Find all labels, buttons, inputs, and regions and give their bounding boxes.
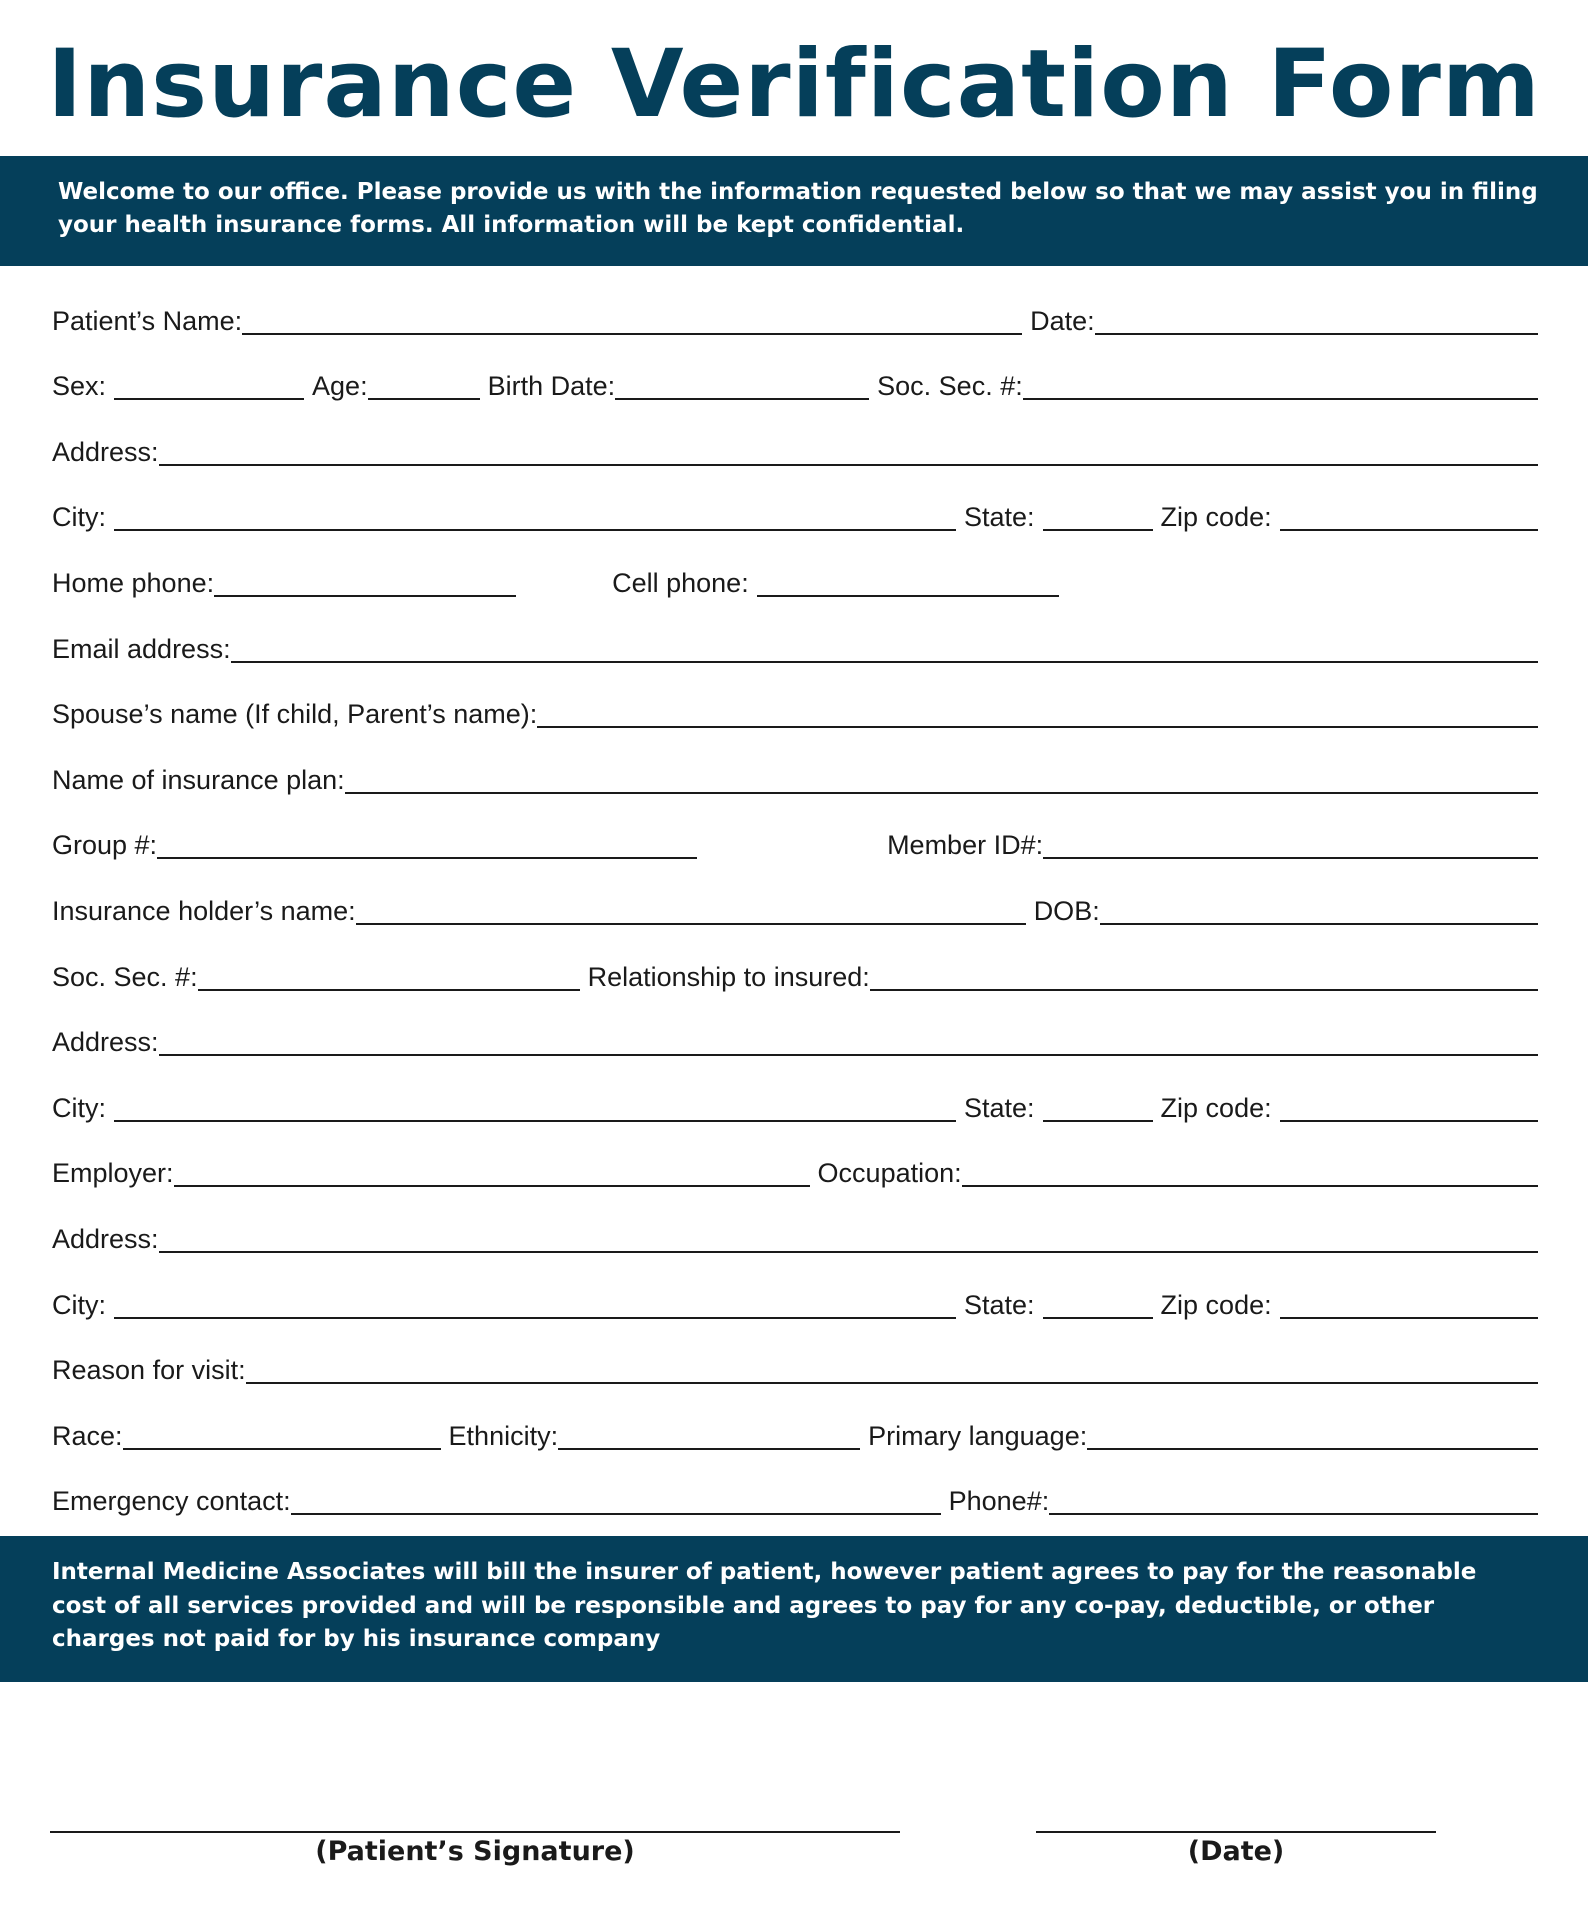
disclaimer-text: Internal Medicine Associates will bill the insurer of patient, however patient agrees to pay for the reasonable cost of all services provided and will be responsible and agrees to pay for any co-pay, deductible, or other charges not paid for by his insurance company — [52, 1559, 1477, 1652]
employer-state-field[interactable] — [1043, 1317, 1153, 1319]
label-employer: Employer: — [52, 1158, 174, 1189]
patient-signature-line[interactable] — [50, 1831, 900, 1833]
row-insurance-plan — [52, 737, 1538, 803]
insurance-plan-field[interactable] — [345, 792, 1538, 794]
dob-field[interactable] — [1100, 923, 1538, 925]
holder-city-field[interactable] — [114, 1120, 956, 1122]
intro-banner — [0, 156, 1588, 266]
spouse-name-field[interactable] — [537, 726, 1538, 728]
label-sex: Sex: — [52, 371, 107, 402]
label-employer-address: Address: — [52, 1223, 159, 1254]
employer-address-field[interactable] — [159, 1251, 1538, 1253]
label-ethnicity: Ethnicity: — [448, 1420, 559, 1451]
row-phones — [52, 540, 1538, 606]
row-emergency — [52, 1459, 1538, 1525]
row-email — [52, 606, 1538, 672]
row-holder-address — [52, 1000, 1538, 1066]
holder-ssn-field[interactable] — [198, 989, 580, 991]
row-address — [52, 409, 1538, 475]
holder-zip-field[interactable] — [1280, 1120, 1538, 1122]
signature-date-label: (Date) — [1187, 1836, 1285, 1867]
label-employer-city: City: — [52, 1289, 106, 1320]
label-employer-state: State: — [964, 1289, 1035, 1320]
label-spouse: Spouse’s name (If child, Parent’s name): — [52, 699, 538, 730]
label-zip: Zip code: — [1160, 502, 1272, 533]
employer-field[interactable] — [174, 1185, 810, 1187]
patient-signature-label: (Patient’s Signature) — [315, 1836, 635, 1867]
employer-city-field[interactable] — [114, 1317, 956, 1319]
label-email: Email address: — [52, 633, 231, 664]
cell-phone-field[interactable] — [757, 595, 1059, 597]
row-holder-ssn — [52, 934, 1538, 1000]
state-field[interactable] — [1043, 529, 1153, 531]
relationship-field[interactable] — [870, 989, 1538, 991]
label-holder-city: City: — [52, 1092, 106, 1123]
label-patient-name: Patient’s Name: — [52, 305, 243, 336]
row-employer-address — [52, 1196, 1538, 1262]
label-emergency-contact: Emergency contact: — [52, 1486, 291, 1517]
label-race: Race: — [52, 1420, 123, 1451]
ethnicity-field[interactable] — [558, 1448, 860, 1450]
label-holder-name: Insurance holder’s name: — [52, 895, 356, 926]
signature-date-line[interactable] — [1036, 1831, 1436, 1833]
label-dob: DOB: — [1033, 895, 1100, 926]
label-age: Age: — [312, 371, 368, 402]
holder-name-field[interactable] — [356, 923, 1026, 925]
row-patient-name — [52, 278, 1538, 344]
label-occupation: Occupation: — [817, 1158, 962, 1189]
label-home-phone: Home phone: — [52, 567, 215, 598]
label-language: Primary language: — [868, 1420, 1088, 1451]
employer-zip-field[interactable] — [1280, 1317, 1538, 1319]
label-holder-zip: Zip code: — [1160, 1092, 1272, 1123]
race-field[interactable] — [123, 1448, 441, 1450]
group-field[interactable] — [157, 857, 697, 859]
row-spouse — [52, 672, 1538, 738]
member-id-field[interactable] — [1043, 857, 1538, 859]
ssn-field[interactable] — [1023, 398, 1538, 400]
disclaimer-banner — [0, 1536, 1588, 1682]
form-title: Insurance Verification Form — [47, 30, 1541, 139]
emergency-phone-field[interactable] — [1049, 1513, 1538, 1515]
birth-date-field[interactable] — [615, 398, 869, 400]
row-holder — [52, 868, 1538, 934]
date-field[interactable] — [1095, 333, 1538, 335]
label-state: State: — [964, 502, 1035, 533]
row-race-ethnicity-language — [52, 1393, 1538, 1459]
label-holder-ssn: Soc. Sec. #: — [52, 961, 198, 992]
label-insurance-plan: Name of insurance plan: — [52, 764, 345, 795]
city-field[interactable] — [114, 529, 956, 531]
label-relationship: Relationship to insured: — [587, 961, 870, 992]
row-group-member — [52, 803, 1538, 869]
reason-field[interactable] — [246, 1382, 1538, 1384]
label-phone: Phone#: — [948, 1486, 1050, 1517]
label-birth-date: Birth Date: — [487, 371, 616, 402]
label-group: Group #: — [52, 830, 158, 861]
address-field[interactable] — [159, 464, 1538, 466]
intro-text: Welcome to our office. Please provide us with the information requested below so that we may assist you in filing your health insurance forms. All information will be kept confidential. — [58, 179, 1538, 238]
zip-field[interactable] — [1280, 529, 1538, 531]
sex-field[interactable] — [114, 398, 304, 400]
label-member-id: Member ID#: — [887, 830, 1044, 861]
label-reason: Reason for visit: — [52, 1355, 246, 1386]
email-field[interactable] — [231, 661, 1538, 663]
form-fields — [52, 278, 1538, 1524]
label-holder-address: Address: — [52, 1027, 159, 1058]
age-field[interactable] — [368, 398, 480, 400]
holder-address-field[interactable] — [159, 1054, 1538, 1056]
row-city-state-zip — [52, 475, 1538, 541]
row-employer-city-state-zip — [52, 1262, 1538, 1328]
row-employer — [52, 1131, 1538, 1197]
row-reason — [52, 1328, 1538, 1394]
home-phone-field[interactable] — [214, 595, 516, 597]
label-date: Date: — [1030, 305, 1095, 336]
language-field[interactable] — [1087, 1448, 1538, 1450]
label-address: Address: — [52, 436, 159, 467]
label-employer-zip: Zip code: — [1160, 1289, 1272, 1320]
label-ssn: Soc. Sec. #: — [877, 371, 1023, 402]
row-demographics — [52, 344, 1538, 410]
row-holder-city-state-zip — [52, 1065, 1538, 1131]
occupation-field[interactable] — [962, 1185, 1538, 1187]
patient-name-field[interactable] — [242, 333, 1022, 335]
label-city: City: — [52, 502, 106, 533]
label-holder-state: State: — [964, 1092, 1035, 1123]
holder-state-field[interactable] — [1043, 1120, 1153, 1122]
label-cell-phone: Cell phone: — [612, 567, 749, 598]
emergency-contact-field[interactable] — [291, 1513, 941, 1515]
